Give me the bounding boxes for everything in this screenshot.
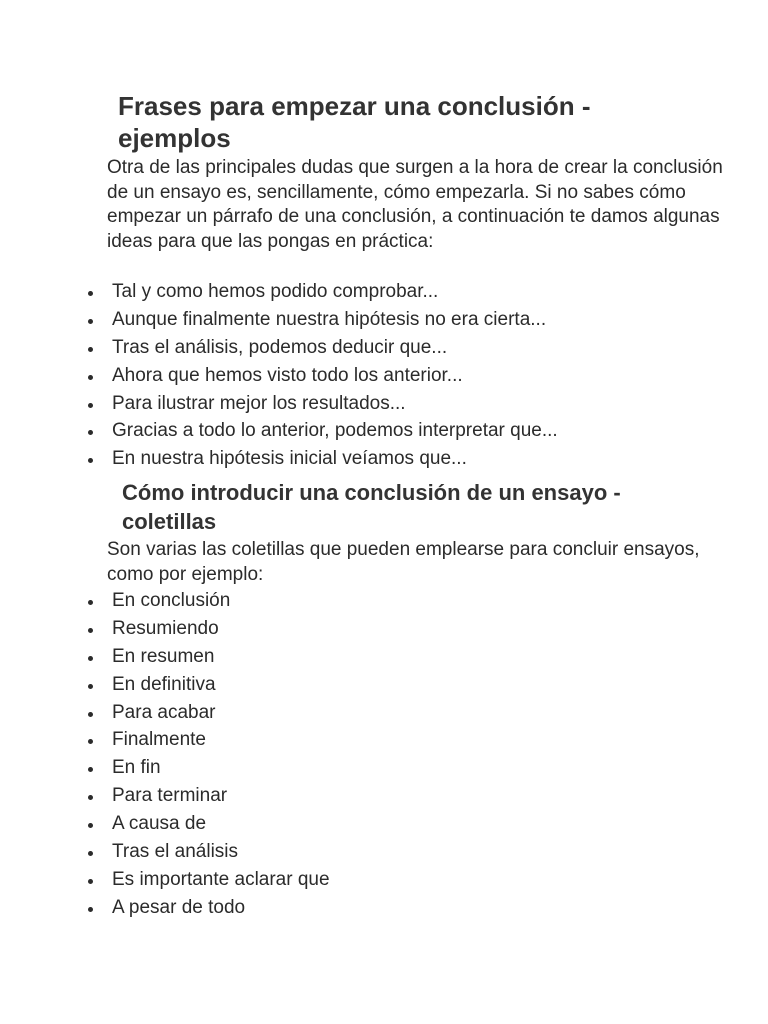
list-item	[0, 419, 558, 447]
bullet-icon	[88, 375, 93, 380]
bullet-icon	[88, 403, 93, 408]
list-item	[0, 645, 330, 673]
list-item	[0, 812, 330, 840]
bullet-icon	[88, 879, 93, 884]
bullet-icon	[88, 739, 93, 744]
list-item	[0, 280, 558, 308]
list-item	[0, 756, 330, 784]
list-item-text: A pesar de todo	[112, 896, 246, 918]
bullet-icon	[88, 851, 93, 856]
bullet-icon	[88, 319, 93, 324]
list-item	[0, 673, 330, 701]
list-item	[0, 336, 558, 364]
list-item	[0, 364, 558, 392]
bullet-icon	[88, 600, 93, 605]
list-item-text: Aunque finalmente nuestra hipótesis no era cierta...	[112, 308, 547, 330]
list-item-text: Para acabar	[112, 701, 216, 723]
list-item-text: Tras el análisis	[112, 841, 239, 863]
list-item-text: En definitiva	[112, 673, 216, 695]
list-item	[0, 701, 330, 729]
list-item	[0, 784, 330, 812]
bullet-list-coletillas	[0, 589, 330, 924]
list-item	[0, 840, 330, 868]
bullet-icon	[88, 656, 93, 661]
section-heading-coletillas: Cómo introducir una conclusión de un ensayo - coletillas	[122, 480, 621, 534]
list-item	[0, 868, 330, 896]
bullet-list-frases	[0, 280, 558, 475]
list-item-text: Gracias a todo lo anterior, podemos interpretar que...	[112, 420, 558, 442]
list-item-text: Resumiendo	[112, 617, 219, 639]
list-item-text: En fin	[112, 757, 161, 779]
list-item	[0, 896, 330, 924]
list-item-text: Finalmente	[112, 729, 206, 751]
bullet-icon	[88, 795, 93, 800]
list-item-text: Para terminar	[112, 785, 228, 807]
bullet-icon	[88, 684, 93, 689]
intro-paragraph-coletillas: Son varias las coletillas que pueden emplearse para concluir ensayos, como por ejemplo:	[107, 539, 700, 585]
bullet-icon	[88, 907, 93, 912]
list-item-text: Tras el análisis, podemos deducir que...	[112, 336, 448, 358]
bullet-icon	[88, 347, 93, 352]
list-item-text: Ahora que hemos visto todo los anterior...	[112, 364, 463, 386]
list-item	[0, 589, 330, 617]
list-item-text: A causa de	[112, 813, 207, 835]
bullet-icon	[88, 628, 93, 633]
list-item-text: Tal y como hemos podido comprobar...	[112, 281, 439, 302]
bullet-icon	[88, 430, 93, 435]
bullet-icon	[88, 291, 93, 296]
list-item	[0, 392, 558, 420]
list-item	[0, 617, 330, 645]
list-item-text: En nuestra hipótesis inicial veíamos que...	[112, 448, 467, 470]
list-item	[0, 308, 558, 336]
list-item-text: En resumen	[112, 645, 215, 667]
bullet-icon	[88, 712, 93, 717]
bullet-icon	[88, 823, 93, 828]
intro-paragraph-ejemplos: Otra de las principales dudas que surgen a la hora de crear la conclusión de un ensayo es, sencillamente, cómo empezarla. Si no sabes cómo empezar un párrafo de una conclusión, a continuación te damos algunas ideas para que las pongas en práctica:	[107, 157, 723, 252]
bullet-icon	[88, 767, 93, 772]
list-item-text: Es importante aclarar que	[112, 868, 330, 890]
bullet-icon	[88, 458, 93, 463]
list-item-text: En conclusión	[112, 590, 231, 611]
list-item	[0, 728, 330, 756]
list-item	[0, 447, 558, 475]
list-item-text: Para ilustrar mejor los resultados...	[112, 392, 406, 414]
section-heading-ejemplos: Frases para empezar una conclusión - ejemplos	[118, 91, 591, 153]
